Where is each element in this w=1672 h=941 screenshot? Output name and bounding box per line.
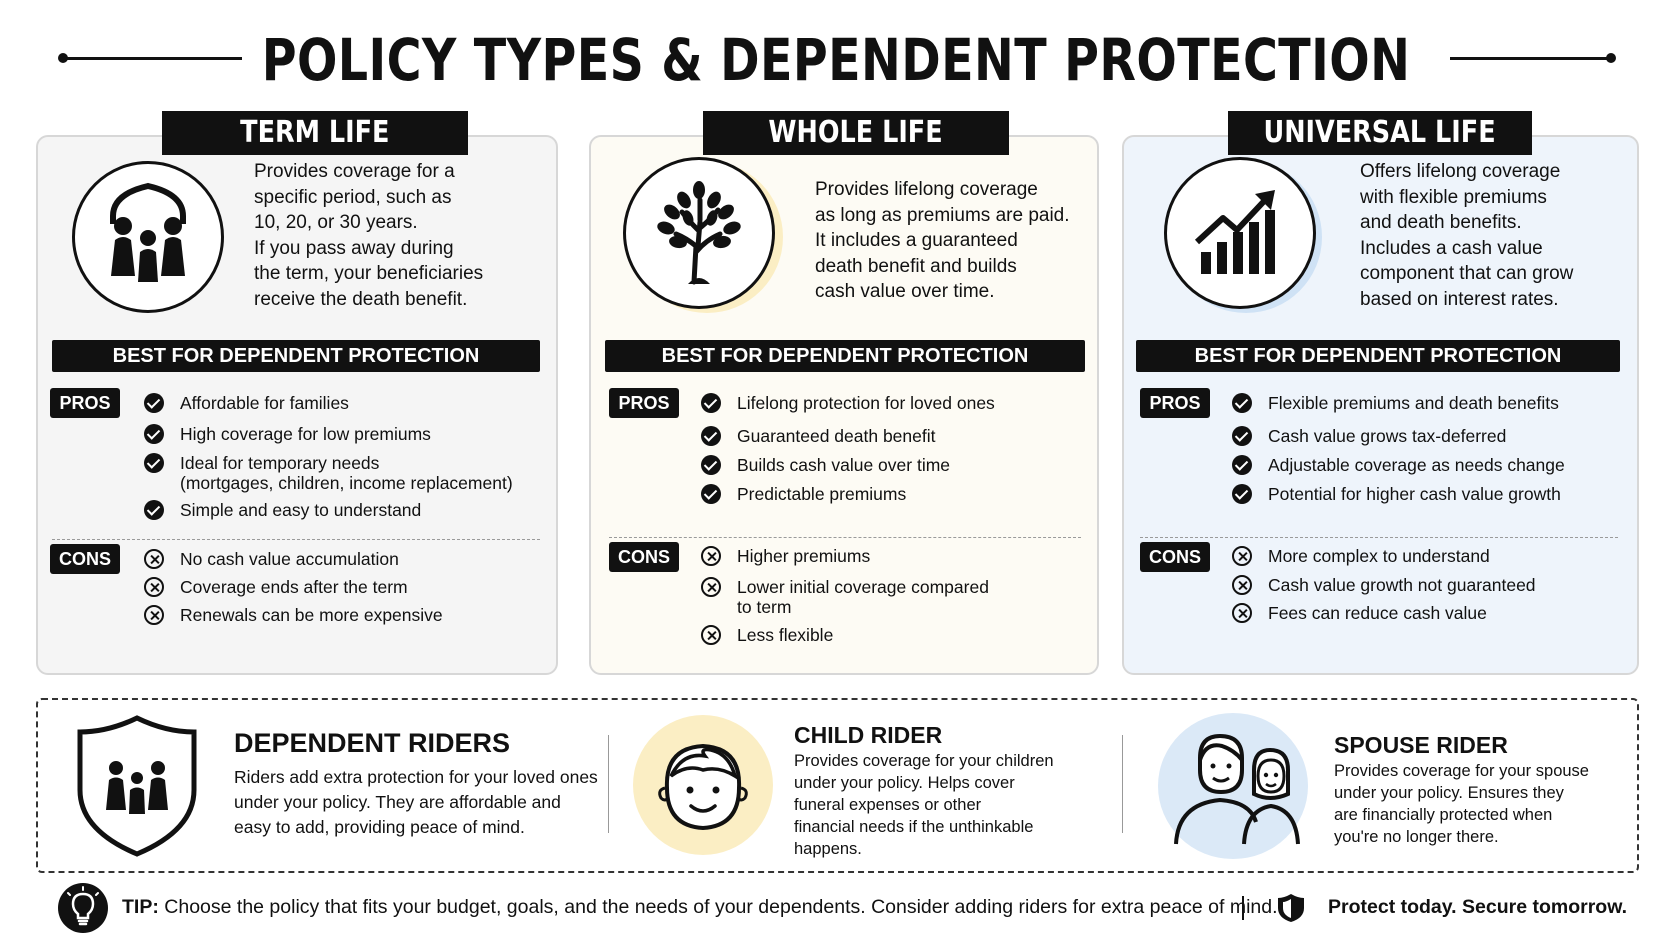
universal-cons-tag: CONS: [1140, 542, 1210, 572]
universal-con-item: More complex to understand: [1268, 546, 1490, 566]
check-icon: [701, 426, 721, 446]
term-best-for-banner: BEST FOR DEPENDENT PROTECTION: [52, 340, 540, 372]
term-cons-tag: CONS: [50, 544, 120, 574]
couple-icon: [1170, 730, 1304, 846]
universal-life-ribbon: UNIVERSAL LIFE: [1240, 111, 1520, 155]
tip-text: [122, 896, 1278, 919]
title-dot-right: [1606, 53, 1616, 63]
header: [0, 18, 1672, 98]
check-icon: [144, 500, 164, 520]
tip-separator: [1242, 896, 1244, 920]
x-circle-icon: [1232, 603, 1252, 623]
universal-pros-tag: PROS: [1140, 388, 1210, 418]
whole-pros-tag: PROS: [609, 388, 679, 418]
x-circle-icon: [701, 577, 721, 597]
title-line-right: [1450, 57, 1610, 60]
x-circle-icon: [144, 605, 164, 625]
dependent-riders-text: Riders add extra protection for your loved ones under your policy. They are affordable and easy to add, providing peace of mind.: [234, 767, 598, 837]
whole-best-for-banner: BEST FOR DEPENDENT PROTECTION: [605, 340, 1085, 372]
tip-label: TIP:: [122, 896, 159, 918]
x-circle-icon: [1232, 575, 1252, 595]
term-con-item: Renewals can be more expensive: [180, 605, 443, 625]
rider-separator: [608, 735, 609, 833]
spouse-rider-title: SPOUSE RIDER: [1334, 732, 1508, 758]
term-life-ribbon: TERM LIFE: [174, 111, 456, 155]
whole-con-item: Less flexible: [737, 625, 834, 645]
check-icon: [1232, 393, 1252, 413]
growth-chart-icon: [1164, 157, 1316, 309]
check-icon: [701, 455, 721, 475]
whole-con-item: Lower initial coverage compared to term: [737, 577, 989, 617]
whole-pro-item: Builds cash value over time: [737, 455, 951, 475]
whole-life-ribbon: WHOLE LIFE: [715, 111, 997, 155]
term-pro-item: Simple and easy to understand: [180, 500, 422, 520]
dependent-riders-title: DEPENDENT RIDERS: [234, 728, 511, 758]
check-icon: [144, 393, 164, 413]
term-con-item: No cash value accumulation: [180, 549, 399, 569]
whole-life-card: [589, 115, 1099, 675]
universal-best-for-banner: BEST FOR DEPENDENT PROTECTION: [1136, 340, 1620, 372]
universal-con-item: Cash value growth not guaranteed: [1268, 575, 1536, 595]
universal-pro-item: Cash value grows tax-deferred: [1268, 426, 1507, 446]
x-circle-icon: [701, 625, 721, 645]
universal-life-card: [1122, 115, 1639, 675]
term-pro-item: Affordable for families: [180, 393, 349, 413]
page-title: POLICY TYPES & DEPENDENT PROTECTION: [261, 26, 1411, 94]
family-shield-icon: [72, 712, 202, 860]
tip-body: Choose the policy that fits your budget, goals, and the needs of your dependents. Consider adding riders for extra peace of mind.: [164, 896, 1278, 918]
universal-pro-item: Flexible premiums and death benefits: [1268, 393, 1559, 413]
whole-life-description: Provides lifelong coverage as long as premiums are paid. It includes a guaranteed death benefit and builds cash value over time.: [815, 179, 1070, 302]
divider: [52, 539, 540, 540]
spouse-rider-text: Provides coverage for your spouse under your policy. Ensures they are financially protected when you're no longer there.: [1334, 762, 1589, 846]
shield-icon: [1276, 892, 1306, 924]
divider: [1140, 537, 1618, 538]
check-icon: [144, 453, 164, 473]
term-pro-subtext: (mortgages, children, income replacement): [180, 473, 513, 493]
whole-con-subtext: to term: [737, 597, 792, 617]
check-icon: [1232, 455, 1252, 475]
term-life-description: Provides coverage for a specific period, such as 10, 20, or 30 years. If you pass away during the term, your beneficiaries receive the death benefit.: [254, 161, 484, 310]
motto-text: Protect today. Secure tomorrow.: [1328, 896, 1628, 918]
check-icon: [701, 484, 721, 504]
whole-pro-item: Guaranteed death benefit: [737, 426, 936, 446]
whole-cons-tag: CONS: [609, 542, 679, 572]
x-circle-icon: [701, 546, 721, 566]
universal-pro-item: Adjustable coverage as needs change: [1268, 455, 1565, 475]
whole-pro-item: Predictable premiums: [737, 484, 907, 504]
term-con-item: Coverage ends after the term: [180, 577, 408, 597]
check-icon: [1232, 426, 1252, 446]
x-circle-icon: [144, 549, 164, 569]
check-icon: [701, 393, 721, 413]
divider: [609, 537, 1081, 538]
lightbulb-icon: [58, 883, 108, 933]
child-rider-text: Provides coverage for your children under your policy. Helps cover funeral expenses or other financial needs if the unthinkable happens.: [794, 752, 1054, 858]
term-pro-item: High coverage for low premiums: [180, 424, 431, 444]
check-icon: [1232, 484, 1252, 504]
universal-life-description: Offers lifelong coverage with flexible premiums and death benefits. Includes a cash value component that can grow based on interest rates.: [1360, 161, 1574, 310]
term-pros-tag: PROS: [50, 388, 120, 418]
check-icon: [144, 424, 164, 444]
x-circle-icon: [144, 577, 164, 597]
universal-pro-item: Potential for higher cash value growth: [1268, 484, 1561, 504]
tree-icon: [623, 157, 775, 309]
universal-con-item: Fees can reduce cash value: [1268, 603, 1487, 623]
whole-con-item: Higher premiums: [737, 546, 871, 566]
family-shield-icon: [72, 161, 224, 313]
rider-separator: [1122, 735, 1123, 833]
whole-pro-item: Lifelong protection for loved ones: [737, 393, 995, 413]
child-face-icon: [653, 730, 753, 840]
x-circle-icon: [1232, 546, 1252, 566]
term-pro-item: Ideal for temporary needs (mortgages, children, income replacement): [180, 453, 513, 493]
term-life-card: [36, 115, 558, 675]
child-rider-title: CHILD RIDER: [794, 722, 943, 748]
